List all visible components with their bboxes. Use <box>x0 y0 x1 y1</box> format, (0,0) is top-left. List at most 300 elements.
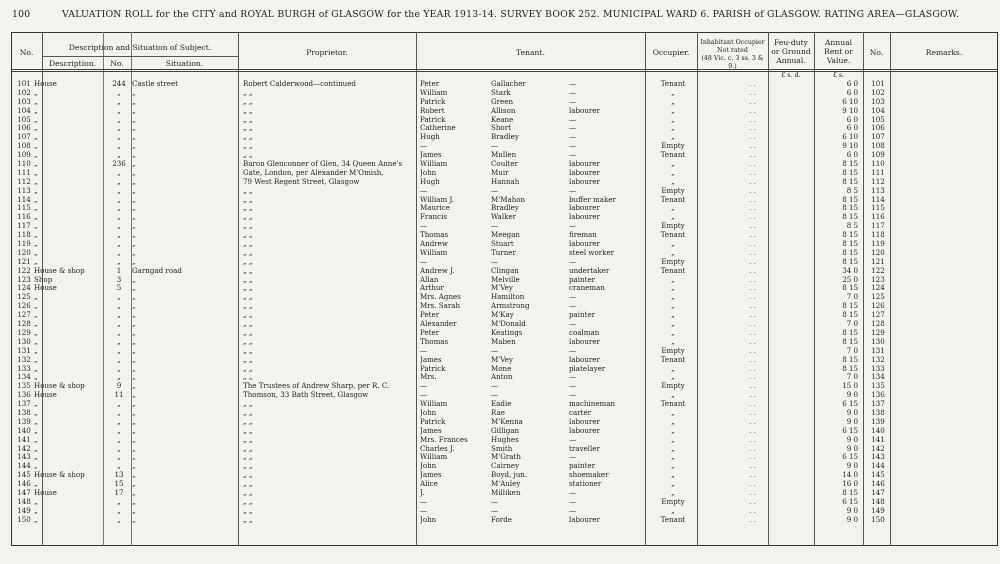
entry-situation: „ <box>132 390 136 400</box>
entry-annual-rent: 8 15 <box>842 203 858 213</box>
entry-description: House & shop <box>34 381 85 391</box>
entry-proprietor: „ „ <box>243 417 253 426</box>
entry-inhabitant-dots: . . <box>749 79 756 88</box>
entry-annual-rent: 25 0 <box>842 274 858 284</box>
entry-number: 134 <box>17 372 31 382</box>
entry-tenant-surname: Forde <box>491 515 512 524</box>
entry-proprietor: Thomson, 33 Bath Street, Glasgow <box>243 391 369 400</box>
entry-inhabitant-dots: . . <box>749 399 756 409</box>
col-header-tenant: Tenant. <box>516 48 545 57</box>
entry-annual-rent: 8 15 <box>842 167 858 177</box>
entry-annual-rent: 9 0 <box>846 514 858 524</box>
entry-situation: „ <box>132 470 136 480</box>
entry-tenant-surname: Bradley <box>491 204 519 213</box>
entry-proprietor: „ „ <box>243 293 253 302</box>
entry-occupier: Empty <box>661 256 685 266</box>
entry-tenant-forename: Francis <box>420 213 447 222</box>
entry-annual-rent: 9 0 <box>846 407 858 417</box>
entry-number: 107 <box>17 132 31 142</box>
entry-number: 122 <box>17 265 31 275</box>
entry-number: 121 <box>17 256 31 266</box>
entry-situation: „ <box>132 212 136 222</box>
entry-tenant-occupation: — <box>569 222 577 231</box>
entry-tenant-surname: Keane <box>491 115 514 124</box>
entry-number: 125 <box>17 292 31 302</box>
entry-inhabitant-dots: . . <box>749 96 756 106</box>
entry-number: 135 <box>17 381 31 391</box>
entry-inhabitant-dots: . . <box>749 123 756 133</box>
entry-tenant-occupation: craneman <box>569 284 605 293</box>
entry-number: 145 <box>17 470 31 480</box>
entry-occupier: „ <box>671 336 675 346</box>
entry-tenant-occupation: labourer <box>569 168 600 177</box>
entry-proprietor: „ „ <box>243 231 253 240</box>
entry-street-number: „ <box>117 461 121 471</box>
entry-proprietor: „ „ <box>243 115 253 124</box>
entry-tenant-surname: M'Auley <box>491 480 521 489</box>
entry-number-right: 107 <box>871 132 885 142</box>
entry-street-number: „ <box>117 150 121 160</box>
entry-street-number: „ <box>117 185 121 195</box>
entry-inhabitant-dots: . . <box>749 363 756 373</box>
entry-tenant-surname: M'Vey <box>491 284 513 293</box>
entry-tenant-surname: Boyd, jun. <box>491 471 528 480</box>
entry-number-right: 127 <box>871 310 885 320</box>
entry-inhabitant-dots: . . <box>749 336 756 346</box>
entry-annual-rent: 8 15 <box>842 256 858 266</box>
entry-annual-rent: 8 15 <box>842 247 858 257</box>
entry-situation: „ <box>132 301 136 311</box>
entry-number: 106 <box>17 123 31 133</box>
entry-description: „ <box>34 354 38 364</box>
entry-situation: „ <box>132 319 136 329</box>
entry-description: „ <box>34 176 38 186</box>
entry-tenant-occupation: labourer <box>569 106 600 115</box>
entry-number: 109 <box>17 150 31 160</box>
entry-tenant-surname: Short <box>491 124 511 133</box>
entry-tenant-forename: — <box>420 382 428 391</box>
entry-annual-rent: 6 0 <box>846 150 858 160</box>
entry-number: 124 <box>17 283 31 293</box>
entry-tenant-surname: — <box>491 346 499 355</box>
entry-tenant-surname: — <box>491 391 499 400</box>
entry-tenant-forename: Hugh <box>420 133 440 142</box>
entry-street-number: „ <box>117 256 121 266</box>
entry-tenant-occupation: — <box>569 142 577 151</box>
entry-street-number: 17 <box>114 487 124 497</box>
entry-inhabitant-dots: . . <box>749 443 756 453</box>
entry-tenant-surname: Stuart <box>491 240 514 249</box>
entry-description: „ <box>34 185 38 195</box>
entry-number-right: 144 <box>871 461 885 471</box>
entry-number-right: 114 <box>871 194 885 204</box>
entry-situation: Castle street <box>132 79 178 88</box>
entry-tenant-surname: Muir <box>491 168 509 177</box>
entry-number-right: 112 <box>871 176 885 186</box>
entry-inhabitant-dots: . . <box>749 434 756 444</box>
entry-number: 120 <box>17 247 31 257</box>
entry-number-right: 115 <box>871 203 885 213</box>
entry-tenant-forename: William <box>420 453 448 462</box>
entry-tenant-surname: Hamilton <box>491 293 525 302</box>
entry-tenant-occupation: — <box>569 373 577 382</box>
entry-tenant-forename: — <box>420 391 428 400</box>
entry-street-number: „ <box>117 327 121 337</box>
entry-tenant-occupation: coalman <box>569 328 600 337</box>
entry-tenant-occupation: platelayer <box>569 364 606 373</box>
entry-inhabitant-dots: . . <box>749 230 756 240</box>
entry-number-right: 113 <box>871 185 885 195</box>
entry-tenant-surname: — <box>491 222 499 231</box>
entry-occupier: „ <box>671 114 675 124</box>
entry-tenant-forename: — <box>420 257 428 266</box>
entry-description: House <box>34 79 57 88</box>
entry-tenant-occupation: — <box>569 497 577 506</box>
entry-inhabitant-dots: . . <box>749 132 756 142</box>
entry-description: „ <box>34 239 38 249</box>
entry-number-right: 145 <box>871 470 885 480</box>
col-header-proprietor: Proprietor. <box>306 48 348 57</box>
entry-street-number: 244 <box>112 79 126 88</box>
entry-street-number: „ <box>117 203 121 213</box>
entry-number-right: 116 <box>871 212 885 222</box>
entry-inhabitant-dots: . . <box>749 301 756 311</box>
entry-inhabitant-dots: . . <box>749 381 756 391</box>
entry-proprietor: „ „ <box>243 195 253 204</box>
entry-tenant-occupation: labourer <box>569 177 600 186</box>
entry-tenant-occupation: — <box>569 293 577 302</box>
entry-tenant-surname: M'Kenna <box>491 417 523 426</box>
entry-street-number: „ <box>117 319 121 329</box>
entry-tenant-occupation: painter <box>569 311 596 320</box>
entry-tenant-forename: Andrew <box>420 240 448 249</box>
currency-rent: £ s. <box>832 72 845 79</box>
entry-situation: „ <box>132 203 136 213</box>
entry-number: 101 <box>17 79 31 88</box>
entry-situation: Garngad road <box>132 265 182 275</box>
entry-inhabitant-dots: . . <box>749 496 756 506</box>
entry-number-right: 110 <box>871 159 885 169</box>
entry-situation: „ <box>132 496 136 506</box>
entry-annual-rent: 9 0 <box>846 505 858 515</box>
entry-situation: „ <box>132 247 136 257</box>
entry-street-number: „ <box>117 132 121 142</box>
entry-number-right: 111 <box>871 167 885 177</box>
entry-description: „ <box>34 452 38 462</box>
entry-tenant-surname: Maben <box>491 337 516 346</box>
entry-tenant-surname: M'Kay <box>491 311 514 320</box>
entry-inhabitant-dots: . . <box>749 265 756 275</box>
entry-inhabitant-dots: . . <box>749 114 756 124</box>
entry-tenant-occupation: — <box>569 435 577 444</box>
entry-number: 143 <box>17 452 31 462</box>
entry-description: „ <box>34 247 38 257</box>
entry-annual-rent: 6 15 <box>842 496 858 506</box>
col-header-inhabitant-line1: Inhabitant Occupier <box>700 39 765 46</box>
col-header-rent-line2: Rent or <box>824 47 853 56</box>
col-header-no-right: No. <box>869 48 884 57</box>
entry-occupier: „ <box>671 96 675 106</box>
entry-number: 132 <box>17 354 31 364</box>
entry-tenant-occupation: — <box>569 88 577 97</box>
entry-number-right: 121 <box>871 256 885 266</box>
entry-situation: „ <box>132 310 136 320</box>
entry-description: „ <box>34 132 38 142</box>
entry-tenant-occupation: undertaker <box>569 266 610 275</box>
entry-annual-rent: 8 15 <box>842 194 858 204</box>
entry-inhabitant-dots: . . <box>749 345 756 355</box>
entry-occupier: Tenant <box>660 79 686 88</box>
entry-situation: „ <box>132 176 136 186</box>
entry-inhabitant-dots: . . <box>749 87 756 97</box>
entry-situation: „ <box>132 167 136 177</box>
entry-proprietor: „ „ <box>243 497 253 506</box>
col-header-occupier: Occupier. <box>652 48 690 57</box>
entry-inhabitant-dots: . . <box>749 479 756 489</box>
entry-proprietor: „ „ <box>243 462 253 471</box>
entry-tenant-occupation: stationer <box>569 480 602 489</box>
entry-tenant-occupation: — <box>569 257 577 266</box>
entry-annual-rent: 6 15 <box>842 399 858 409</box>
col-header-situation: Situation. <box>165 59 204 68</box>
entry-situation: „ <box>132 114 136 124</box>
entry-number: 110 <box>17 159 31 169</box>
entry-number: 105 <box>17 114 31 124</box>
entry-proprietor: „ „ <box>243 97 253 106</box>
entry-annual-rent: 9 0 <box>846 390 858 400</box>
entry-tenant-occupation: — <box>569 453 577 462</box>
entry-street-number: „ <box>117 496 121 506</box>
entry-proprietor: „ „ <box>243 240 253 249</box>
entry-tenant-surname: Anton <box>491 373 513 382</box>
entry-number: 127 <box>17 310 31 320</box>
entry-number: 130 <box>17 336 31 346</box>
entry-annual-rent: 9 0 <box>846 443 858 453</box>
entry-description: „ <box>34 123 38 133</box>
entry-annual-rent: 8 15 <box>842 301 858 311</box>
entry-street-number: 15 <box>114 479 124 489</box>
entry-description: „ <box>34 363 38 373</box>
entry-tenant-forename: Catherine <box>420 124 456 133</box>
entry-number: 118 <box>17 230 31 240</box>
entry-tenant-occupation: labourer <box>569 160 600 169</box>
entry-tenant-forename: — <box>420 142 428 151</box>
entry-number: 141 <box>17 434 31 444</box>
entry-description: „ <box>34 87 38 97</box>
entry-number-right: 146 <box>871 479 885 489</box>
entry-occupier: „ <box>671 363 675 373</box>
entry-description: „ <box>34 345 38 355</box>
entry-proprietor: „ „ <box>243 275 253 284</box>
entry-situation: „ <box>132 141 136 151</box>
entry-inhabitant-dots: . . <box>749 425 756 435</box>
entry-proprietor: „ „ <box>243 444 253 453</box>
entry-annual-rent: 7 0 <box>846 319 858 329</box>
entry-occupier: „ <box>671 452 675 462</box>
entry-inhabitant-dots: . . <box>749 239 756 249</box>
entry-inhabitant-dots: . . <box>749 212 756 222</box>
entry-tenant-surname: Coulter <box>491 160 518 169</box>
entry-number: 146 <box>17 479 31 489</box>
entry-street-number: 9 <box>116 381 122 391</box>
entry-tenant-forename: Alice <box>420 480 438 489</box>
entry-annual-rent: 7 0 <box>846 292 858 302</box>
entry-number-right: 131 <box>871 345 885 355</box>
entry-description: „ <box>34 372 38 382</box>
entry-tenant-forename: James <box>420 471 442 480</box>
entry-tenant-forename: William <box>420 88 448 97</box>
entry-occupier: „ <box>671 176 675 186</box>
col-header-inhabitant-line2: Not rated <box>717 47 748 54</box>
entry-inhabitant-dots: . . <box>749 274 756 284</box>
entry-number: 114 <box>17 194 31 204</box>
entry-number: 147 <box>17 487 31 497</box>
entry-number-right: 150 <box>871 514 885 524</box>
entry-occupier: „ <box>671 247 675 257</box>
entry-tenant-forename: — <box>420 497 428 506</box>
entry-inhabitant-dots: . . <box>749 354 756 364</box>
entry-description: „ <box>34 150 38 160</box>
entry-inhabitant-dots: . . <box>749 319 756 329</box>
entry-situation: „ <box>132 434 136 444</box>
entry-inhabitant-dots: . . <box>749 221 756 231</box>
entry-proprietor: „ „ <box>243 284 253 293</box>
entry-number: 149 <box>17 505 31 515</box>
entry-tenant-surname: Green <box>491 97 514 106</box>
entry-inhabitant-dots: . . <box>749 407 756 417</box>
entry-description: House & shop <box>34 265 85 275</box>
entry-annual-rent: 7 0 <box>846 372 858 382</box>
entry-situation: „ <box>132 132 136 142</box>
entry-tenant-surname: Eadie <box>491 400 512 409</box>
col-header-inhabitant-line3: (48 Vic. c. 3 ss. 3 & 9.) <box>701 55 764 70</box>
entry-annual-rent: 8 15 <box>842 487 858 497</box>
entry-number: 129 <box>17 327 31 337</box>
entry-situation: „ <box>132 443 136 453</box>
entry-number: 108 <box>17 141 31 151</box>
entry-proprietor: „ „ <box>243 311 253 320</box>
entry-situation: „ <box>132 399 136 409</box>
entry-description: Shop <box>34 274 53 284</box>
entry-proprietor: „ „ <box>243 302 253 311</box>
entry-annual-rent: 6 15 <box>842 425 858 435</box>
entry-number: 104 <box>17 105 31 115</box>
col-header-desc-group: Description and Situation of Subject. <box>68 43 212 52</box>
entry-number-right: 125 <box>871 292 885 302</box>
entry-inhabitant-dots: . . <box>749 185 756 195</box>
entry-tenant-surname: M'Vey <box>491 355 513 364</box>
entry-inhabitant-dots: . . <box>749 176 756 186</box>
entry-number-right: 108 <box>871 141 885 151</box>
entry-occupier: „ <box>671 87 675 97</box>
entry-tenant-surname: — <box>491 257 499 266</box>
entry-situation: „ <box>132 407 136 417</box>
entry-tenant-forename: J. <box>420 488 425 497</box>
entry-number: 102 <box>17 87 31 97</box>
entry-proprietor: Baron Glenconner of Glen, 34 Queen Anne's <box>243 160 403 169</box>
entry-tenant-forename: William <box>420 248 448 257</box>
entry-inhabitant-dots: . . <box>749 167 756 177</box>
entry-tenant-surname: Milliken <box>491 488 521 497</box>
entry-annual-rent: 6 10 <box>842 96 858 106</box>
entry-tenant-surname: — <box>491 382 499 391</box>
entry-inhabitant-dots: . . <box>749 194 756 204</box>
col-header-inhabitant <box>697 39 768 71</box>
entry-description: „ <box>34 159 38 169</box>
entry-inhabitant-dots: . . <box>749 256 756 266</box>
entry-tenant-forename: John <box>420 168 437 177</box>
entry-street-number: „ <box>117 310 121 320</box>
entry-occupier: „ <box>671 319 675 329</box>
entry-occupier: „ <box>671 159 675 169</box>
entry-tenant-surname: M'Grath <box>491 453 521 462</box>
entry-street-number: „ <box>117 399 121 409</box>
entry-tenant-forename: Allan <box>420 275 439 284</box>
entry-tenant-forename: Mrs. Agnes <box>420 293 461 302</box>
entry-annual-rent: 7 0 <box>846 345 858 355</box>
entry-occupier: Tenant <box>660 150 686 160</box>
entry-situation: „ <box>132 372 136 382</box>
entry-situation: „ <box>132 159 136 169</box>
col-header-no: No. <box>19 48 34 57</box>
entry-street-number: „ <box>117 247 121 257</box>
entry-description: „ <box>34 479 38 489</box>
entry-situation: „ <box>132 123 136 133</box>
entry-proprietor: „ „ <box>243 266 253 275</box>
entry-street-number: 5 <box>116 283 122 293</box>
entry-inhabitant-dots: . . <box>749 247 756 257</box>
entry-inhabitant-dots: . . <box>749 416 756 426</box>
entry-tenant-forename: Hugh <box>420 177 440 186</box>
entry-occupier: „ <box>671 292 675 302</box>
entry-inhabitant-dots: . . <box>749 390 756 400</box>
entry-number-right: 118 <box>871 230 885 240</box>
entry-tenant-forename: Peter <box>420 328 440 337</box>
entry-situation: „ <box>132 96 136 106</box>
entry-number: 115 <box>17 203 31 213</box>
entry-number-right: 130 <box>871 336 885 346</box>
entry-street-number: „ <box>117 434 121 444</box>
entry-proprietor: „ „ <box>243 328 253 337</box>
entry-occupier: „ <box>671 274 675 284</box>
entry-street-number: „ <box>117 167 121 177</box>
entry-annual-rent: 14 0 <box>842 470 858 480</box>
entry-annual-rent: 6 10 <box>842 132 858 142</box>
entry-description: House <box>34 390 57 400</box>
entry-occupier: „ <box>671 105 675 115</box>
entry-annual-rent: 8 15 <box>842 354 858 364</box>
entry-number: 144 <box>17 461 31 471</box>
entry-street-number: „ <box>117 176 121 186</box>
entry-number-right: 126 <box>871 301 885 311</box>
entry-number: 136 <box>17 390 31 400</box>
table-row <box>11 516 998 525</box>
entry-description: „ <box>34 407 38 417</box>
entry-tenant-surname: Smith <box>491 444 513 453</box>
entry-occupier: Tenant <box>660 514 686 524</box>
entry-inhabitant-dots: . . <box>749 461 756 471</box>
entry-description: „ <box>34 230 38 240</box>
entry-tenant-surname: M'Donald <box>491 320 526 329</box>
entry-annual-rent: 6 0 <box>846 79 858 88</box>
entry-situation: „ <box>132 416 136 426</box>
entry-tenant-surname: — <box>491 497 499 506</box>
entry-occupier: „ <box>671 425 675 435</box>
entry-description: „ <box>34 212 38 222</box>
entry-tenant-surname: Stark <box>491 88 511 97</box>
entry-number-right: 104 <box>871 105 885 115</box>
entry-tenant-forename: William J. <box>420 195 454 204</box>
